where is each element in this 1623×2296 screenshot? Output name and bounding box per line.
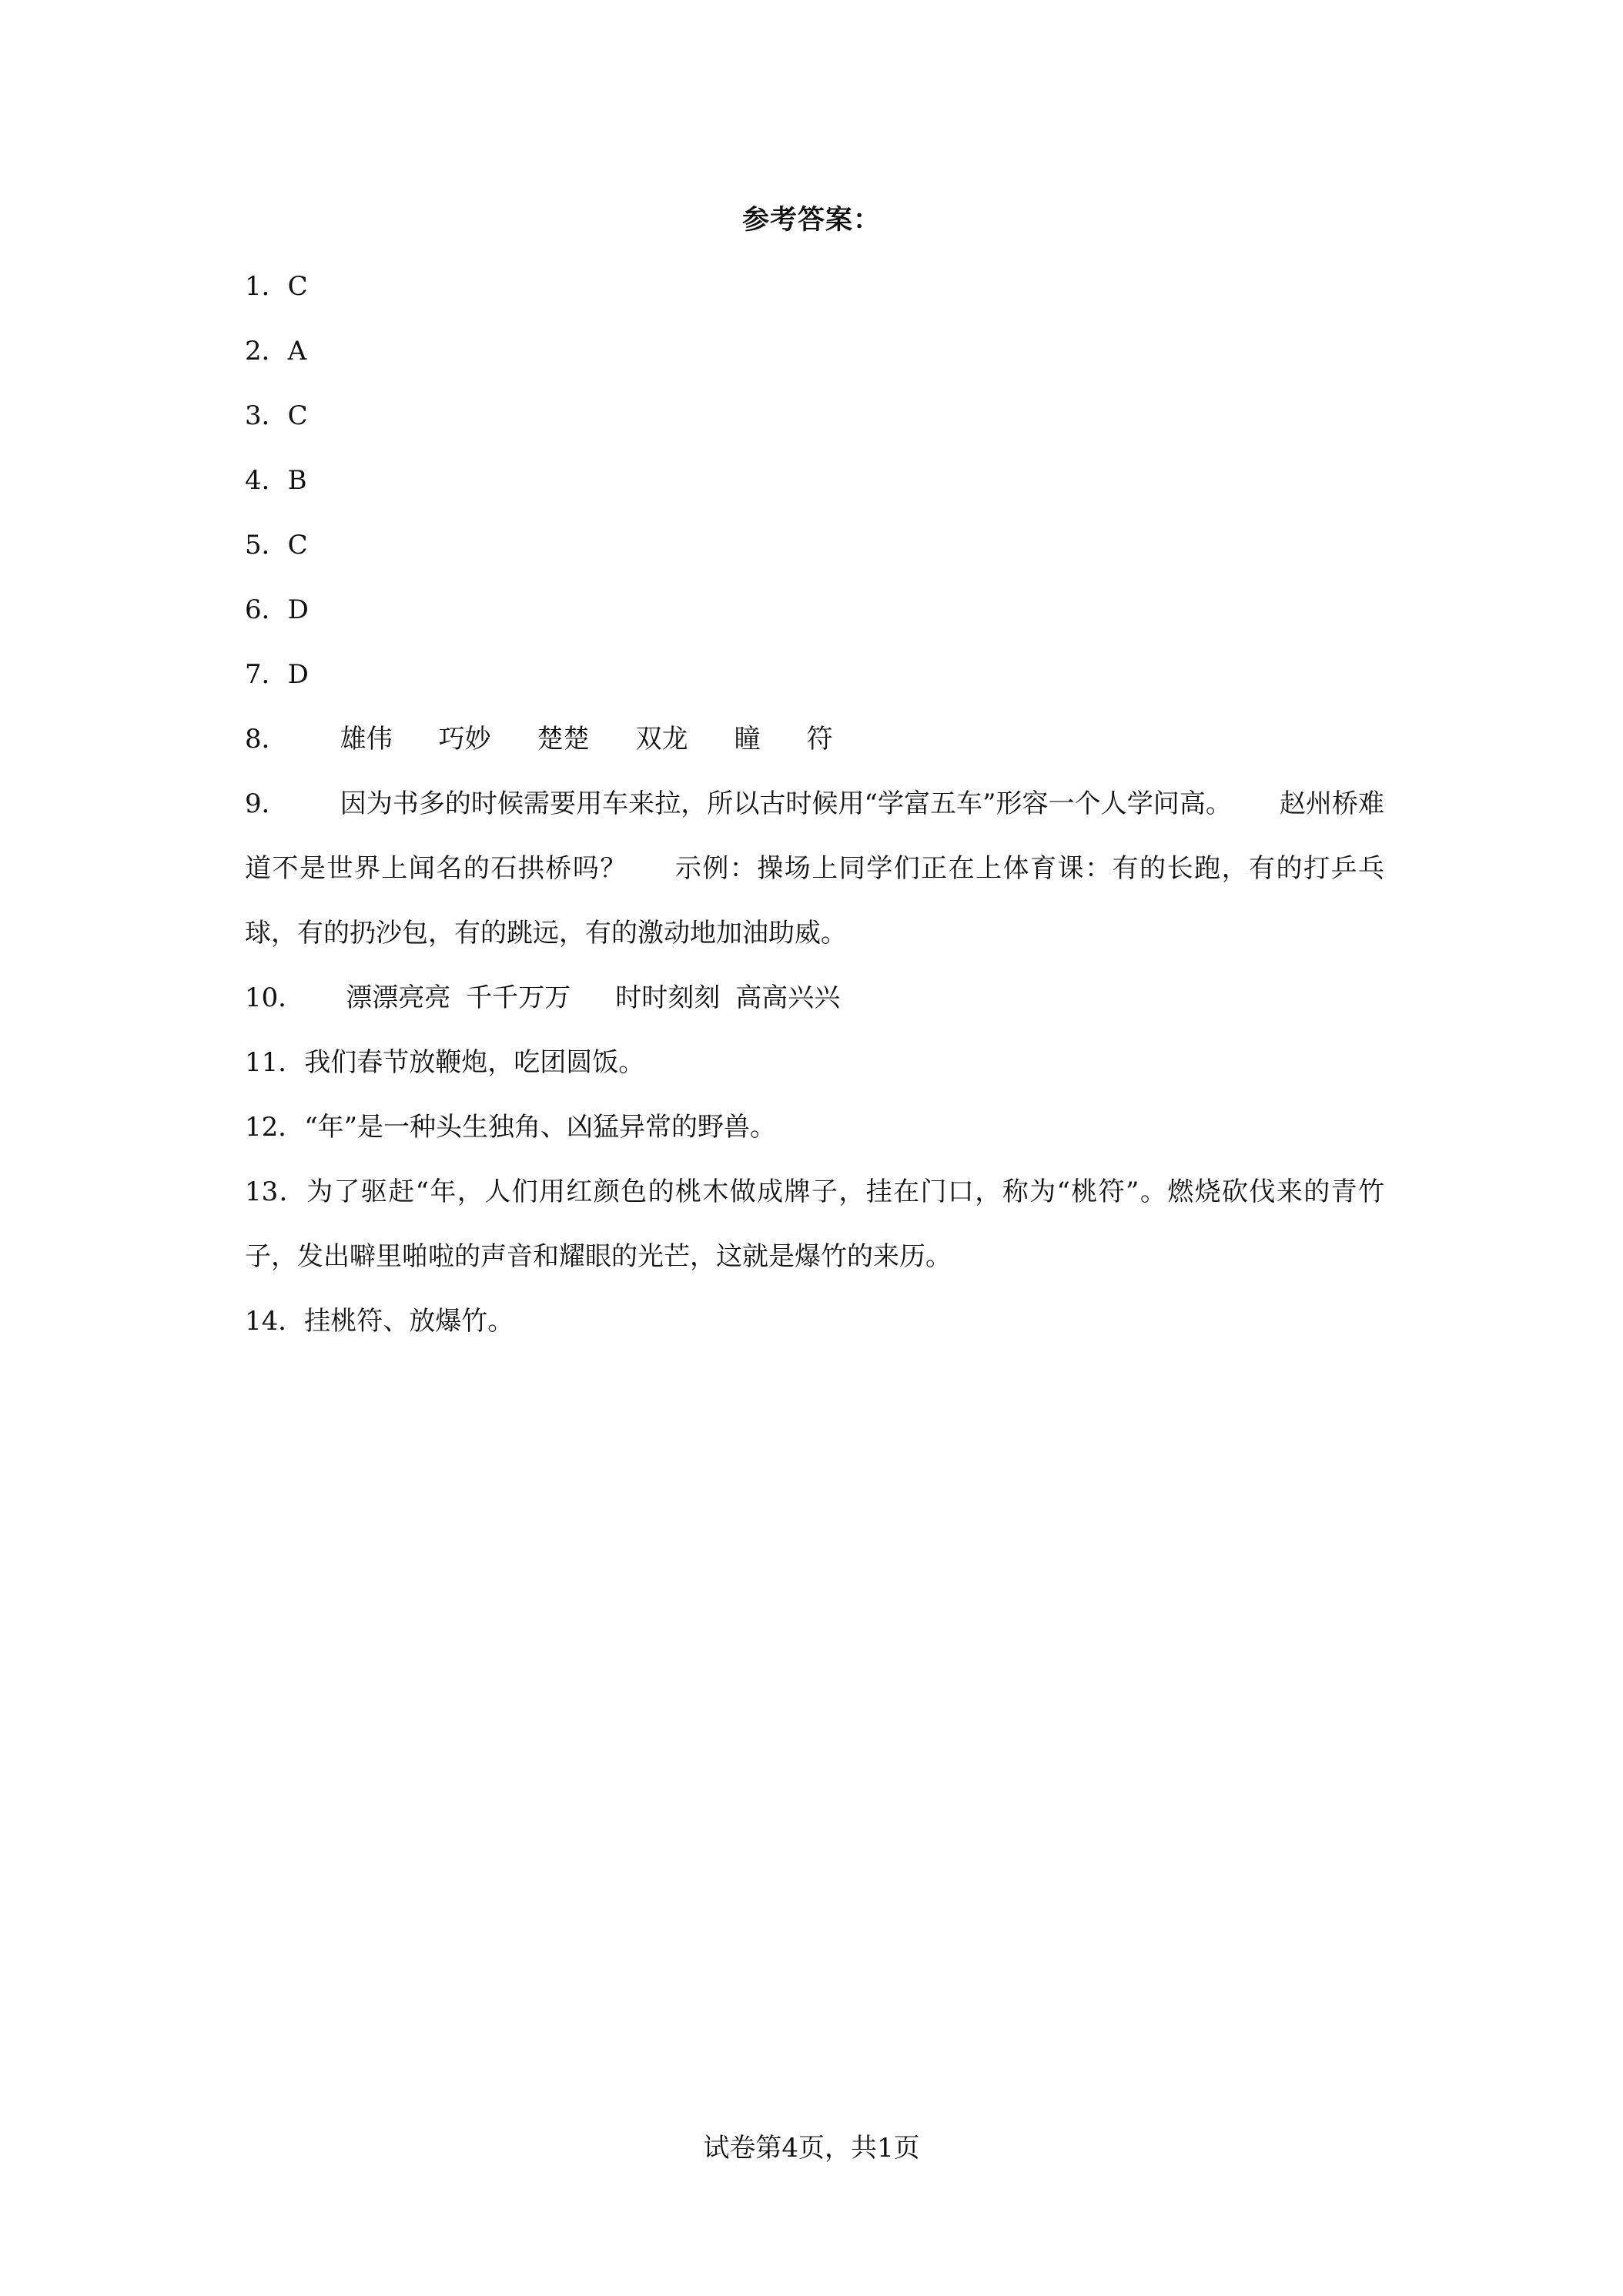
answer-text: D <box>287 659 309 690</box>
answer-text: 为了驱赶“年，人们用红颜色的桃木做成牌子，挂在门口，称为“桃符”。燃烧砍伐来的青竹子，发出噼里啪啦的声音和耀眼的光芒，这就是爆竹的来历。 <box>245 1176 1384 1272</box>
answer-word: 时时刻刻 <box>615 982 721 1013</box>
page-title: 参考答案： <box>741 204 881 236</box>
answer-3 <box>245 383 1384 448</box>
answer-10 <box>245 966 1384 1030</box>
answer-word: 双龙 <box>635 724 688 755</box>
answer-list <box>245 254 1384 1354</box>
answer-text: A <box>287 336 307 366</box>
answer-word: 楚楚 <box>537 724 590 755</box>
answer-text: C <box>287 530 308 561</box>
answer-number: 9． <box>245 788 288 819</box>
answer-number: 13． <box>245 1176 307 1207</box>
answer-number: 10． <box>245 982 305 1013</box>
answer-text: C <box>287 400 308 431</box>
answer-word: 千千万万 <box>466 982 571 1013</box>
answer-2 <box>245 319 1384 383</box>
answer-number: 8． <box>245 724 288 755</box>
answer-12 <box>245 1095 1384 1160</box>
answer-number: 7． <box>245 659 288 690</box>
answer-11 <box>245 1030 1384 1095</box>
answer-number: 2． <box>245 336 288 366</box>
answer-number: 6． <box>245 594 288 625</box>
answer-number: 11． <box>245 1047 305 1078</box>
answer-number: 1． <box>245 271 288 302</box>
answer-1 <box>245 254 1384 319</box>
answer-text: 我们春节放鞭炮，吃团圆饭。 <box>304 1047 645 1078</box>
answer-word: 瞳 <box>734 724 761 755</box>
answer-5 <box>245 513 1384 577</box>
answer-6 <box>245 577 1384 642</box>
answer-word: 雄伟 <box>340 724 393 755</box>
answer-4 <box>245 448 1384 513</box>
answer-14 <box>245 1289 1384 1354</box>
answer-text: 挂桃符、放爆竹。 <box>304 1306 514 1337</box>
answer-13 <box>245 1160 1384 1289</box>
answer-8 <box>245 707 1384 771</box>
answer-text: B <box>287 465 307 496</box>
answer-9 <box>245 771 1384 966</box>
answer-number: 3． <box>245 400 288 431</box>
answer-text: D <box>287 594 309 625</box>
page-footer: 试卷第4页，共1页 <box>703 2133 920 2164</box>
answer-number: 12． <box>245 1112 305 1143</box>
answer-text: “年”是一种头生独角、凶猛异常的野兽。 <box>304 1112 777 1143</box>
answer-word: 符 <box>806 724 833 755</box>
answer-word: 漂漂亮亮 <box>346 982 451 1013</box>
answer-number: 14． <box>245 1306 305 1337</box>
answer-text-part: 示例：操场上同学们正在上体育课：有的长跑，有的打乒乓球，有的扔沙包，有的跳远，有的激动地加油助威。 <box>245 853 1385 949</box>
answer-text: C <box>287 271 308 302</box>
answer-7 <box>245 642 1384 707</box>
answer-text-part: 赵州桥难道不是世界上闻名的石拱桥吗？ <box>245 788 1384 884</box>
answer-number: 4． <box>245 465 288 496</box>
answer-number: 5． <box>245 530 288 561</box>
answer-word: 巧妙 <box>438 724 491 755</box>
answer-word: 高高兴兴 <box>735 982 841 1013</box>
answer-text-part: 因为书多的时候需要用车来拉，所以古时候用“学富五车”形容一个人学问高。 <box>340 788 1232 819</box>
